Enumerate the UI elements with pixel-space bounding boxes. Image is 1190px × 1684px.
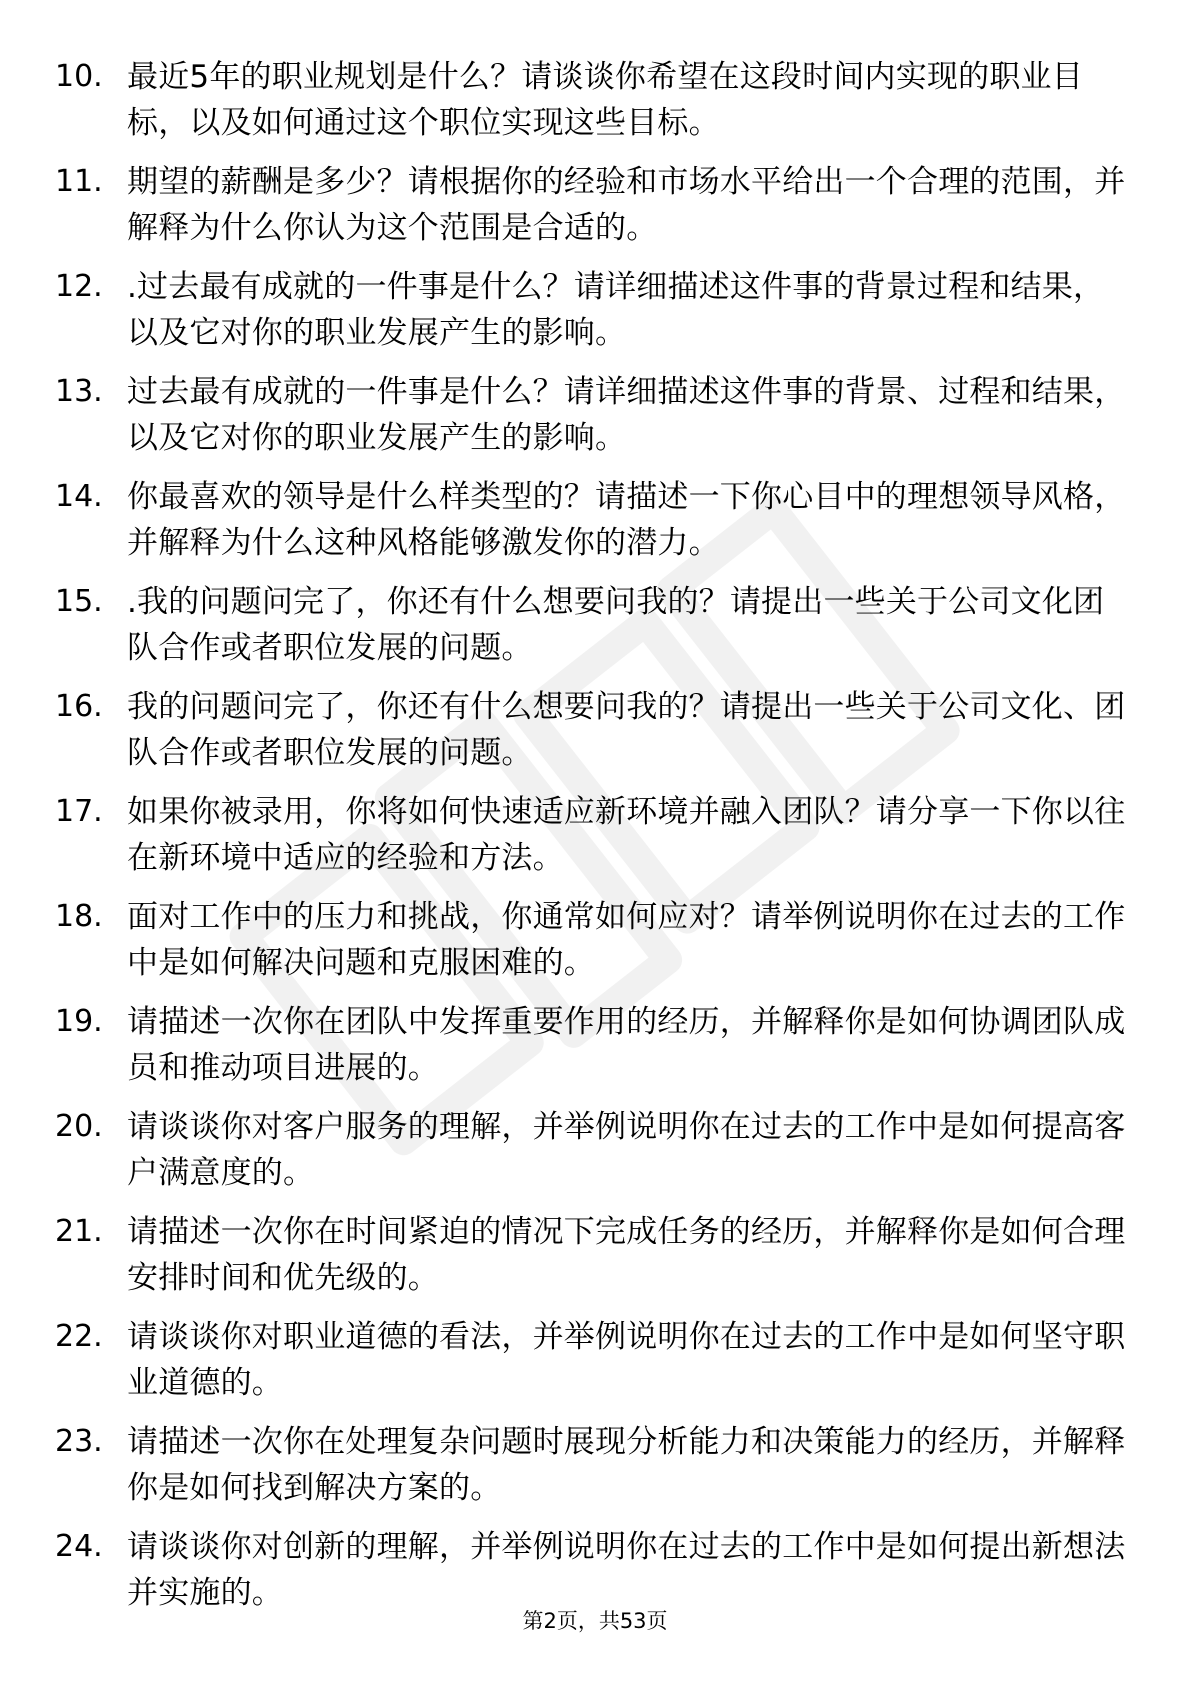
question-text: 过去最有成就的一件事是什么？请详细描述这件事的背景、过程和结果，以及它对你的职业发展产生的影响。 (127, 374, 1126, 456)
list-item (55, 674, 1135, 779)
question-number: 17. (55, 794, 103, 829)
question-number: 24. (55, 1529, 103, 1564)
list-item (55, 1409, 1135, 1514)
page-footer (0, 1606, 1190, 1636)
question-number: 11. (55, 164, 103, 199)
page-number-label: 第2页，共53页 (522, 1609, 668, 1633)
question-number: 15. (55, 584, 103, 619)
question-text: 请谈谈你对创新的理解，并举例说明你在过去的工作中是如何提出新想法并实施的。 (127, 1529, 1126, 1611)
question-text: 如果你被录用，你将如何快速适应新环境并融入团队？请分享一下你以往在新环境中适应的经验和方法。 (127, 794, 1126, 876)
question-text: .我的问题问完了，你还有什么想要问我的？请提出一些关于公司文化团队合作或者职位发展的问题。 (127, 584, 1105, 666)
question-text: 我的问题问完了，你还有什么想要问我的？请提出一些关于公司文化、团队合作或者职位发展的问题。 (127, 689, 1126, 771)
question-number: 13. (55, 374, 103, 409)
list-item (55, 359, 1135, 464)
question-text: 最近5年的职业规划是什么？请谈谈你希望在这段时间内实现的职业目标，以及如何通过这个职位实现这些目标。 (127, 59, 1083, 141)
list-item (55, 149, 1135, 254)
question-number: 22. (55, 1319, 103, 1354)
question-number: 18. (55, 899, 103, 934)
question-list (55, 44, 1135, 1619)
list-item (55, 569, 1135, 674)
question-text: 请描述一次你在时间紧迫的情况下完成任务的经历，并解释你是如何合理安排时间和优先级的。 (127, 1214, 1126, 1296)
question-text: 请描述一次你在团队中发挥重要作用的经历，并解释你是如何协调团队成员和推动项目进展的。 (127, 1004, 1126, 1086)
question-text: .过去最有成就的一件事是什么？请详细描述这件事的背景过程和结果，以及它对你的职业发展产生的影响。 (127, 269, 1105, 351)
question-text: 你最喜欢的领导是什么样类型的？请描述一下你心目中的理想领导风格，并解释为什么这种风格能够激发你的潜力。 (127, 479, 1126, 561)
question-number: 12. (55, 269, 103, 304)
list-item (55, 464, 1135, 569)
question-number: 10. (55, 59, 103, 94)
question-text: 请谈谈你对职业道德的看法，并举例说明你在过去的工作中是如何坚守职业道德的。 (127, 1319, 1126, 1401)
question-number: 23. (55, 1424, 103, 1459)
list-item (55, 884, 1135, 989)
list-item (55, 44, 1135, 149)
list-item (55, 1094, 1135, 1199)
list-item (55, 254, 1135, 359)
question-number: 14. (55, 479, 103, 514)
list-item (55, 1199, 1135, 1304)
list-item (55, 1304, 1135, 1409)
question-text: 面对工作中的压力和挑战，你通常如何应对？请举例说明你在过去的工作中是如何解决问题和克服困难的。 (127, 899, 1126, 981)
list-item (55, 779, 1135, 884)
question-number: 20. (55, 1109, 103, 1144)
question-text: 期望的薪酬是多少？请根据你的经验和市场水平给出一个合理的范围，并解释为什么你认为这个范围是合适的。 (127, 164, 1126, 246)
list-item (55, 989, 1135, 1094)
question-number: 21. (55, 1214, 103, 1249)
question-text: 请描述一次你在处理复杂问题时展现分析能力和决策能力的经历，并解释你是如何找到解决方案的。 (127, 1424, 1126, 1506)
question-number: 19. (55, 1004, 103, 1039)
question-number: 16. (55, 689, 103, 724)
question-text: 请谈谈你对客户服务的理解，并举例说明你在过去的工作中是如何提高客户满意度的。 (127, 1109, 1126, 1191)
list-item (55, 1514, 1135, 1619)
